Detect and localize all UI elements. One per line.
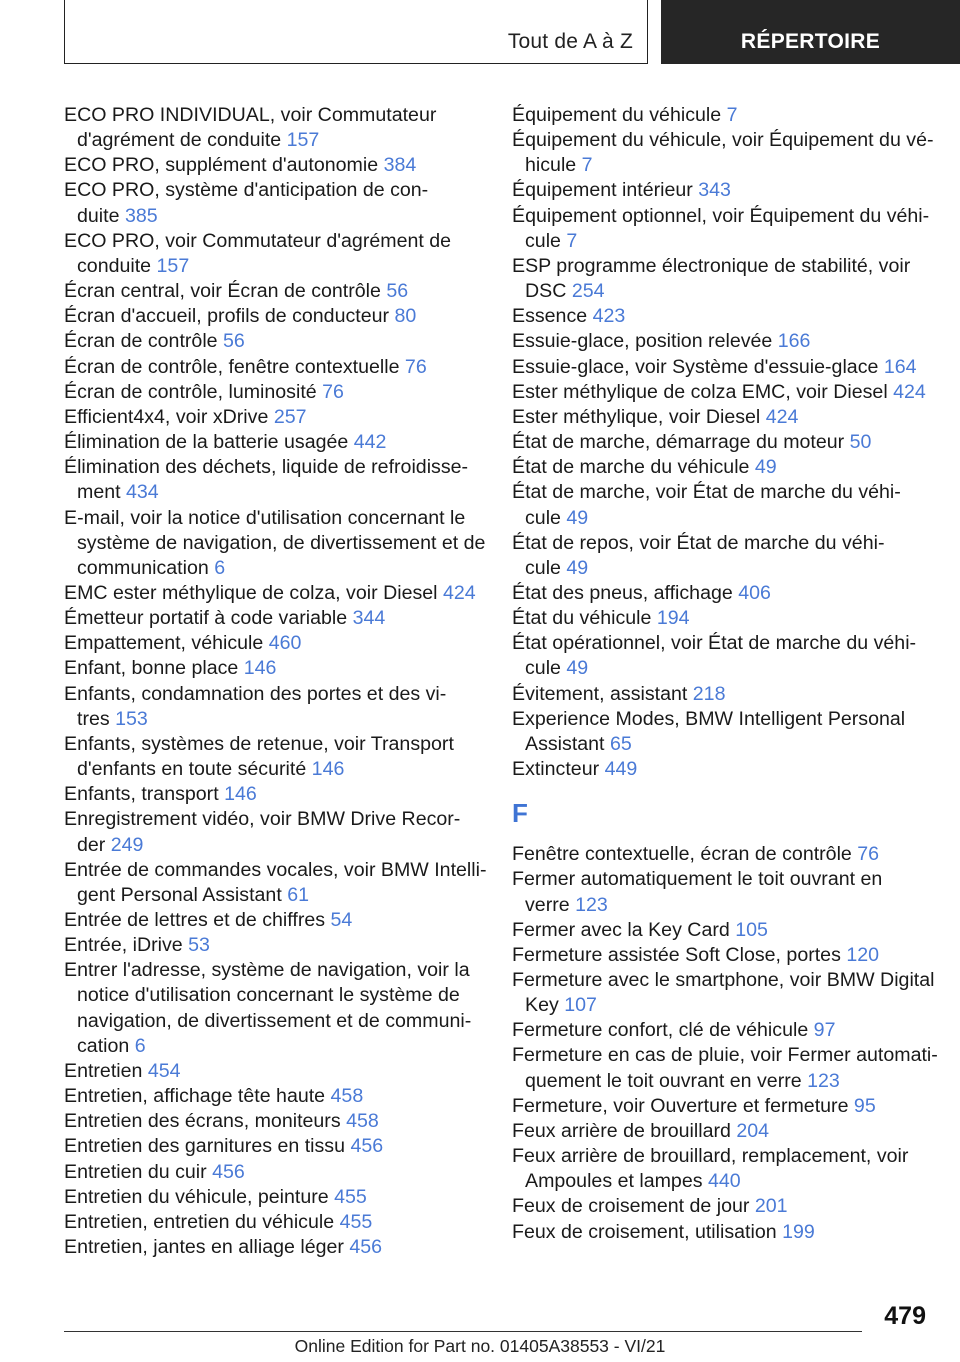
index-entry-text: cule (525, 229, 567, 252)
index-entry (64, 732, 484, 782)
index-entry-text: système de navigation, de divertissement et de (77, 531, 486, 554)
page-reference-link[interactable]: 7 (566, 229, 578, 252)
index-entry (512, 455, 932, 480)
index-entry (64, 606, 484, 631)
page-reference-link[interactable]: 76 (322, 380, 344, 403)
index-entry-text: État opérationnel, voir État de marche du véhi‐ (512, 632, 917, 655)
index-entry-text: Entrer l'adresse, système de navigation, voir la (64, 959, 470, 982)
index-entry (512, 1194, 932, 1219)
index-entry (512, 430, 932, 455)
index-entry-text: Entretien des écrans, moniteurs (64, 1110, 347, 1133)
index-entry-text: Essuie-glace, voir Système d'essuie-glace (512, 355, 884, 378)
index-entry (64, 1084, 484, 1109)
index-entry-text: Entretien du véhicule, peinture (64, 1185, 335, 1208)
index-entry-text: Entretien, affichage tête haute (64, 1085, 331, 1108)
index-entry-text: Écran de contrôle (64, 330, 224, 353)
index-entry (64, 430, 484, 455)
index-entry-text: Empattement, véhicule (64, 632, 269, 655)
page-reference-link[interactable]: 80 (394, 305, 417, 328)
index-entry (512, 204, 932, 254)
index-entry-text: État de marche, voir État de marche du véhi‐ (512, 481, 901, 504)
page-reference-link[interactable]: 146 (243, 657, 277, 680)
index-entry-text: E-mail, voir la notice d'utilisation concernant le (64, 506, 466, 529)
page-reference-link[interactable]: 49 (754, 456, 777, 479)
index-entry (512, 1119, 932, 1144)
header-section-tab[interactable] (64, 0, 648, 64)
index-entry-text: Essuie-glace, position relevée (512, 330, 778, 353)
index-entry-text: Entretien des garnitures en tissu (64, 1135, 351, 1158)
page-reference-link[interactable]: 123 (575, 893, 608, 916)
index-entry (512, 842, 932, 867)
index-entry-text: tres (77, 707, 116, 730)
index-entry-text: Efficient4x4, voir xDrive (64, 405, 274, 428)
index-entry-text: Entretien, jantes en alliage léger (64, 1236, 350, 1259)
index-entry-text: Fenêtre contextuelle, écran de contrôle (512, 843, 858, 866)
index-entry-text: Équipement optionnel, voir Équipement du véhi‐ (512, 204, 930, 227)
page-reference-link[interactable]: 7 (726, 104, 738, 126)
page-reference-link[interactable]: 49 (566, 657, 589, 680)
index-entry (64, 1235, 484, 1260)
index-entry-text: Feux arrière de brouillard, remplacement, voir (512, 1145, 909, 1168)
page-reference-link[interactable]: 204 (736, 1119, 770, 1142)
index-entry-text: ECO PRO, supplément d'autonomie (64, 154, 384, 177)
index-entry-text: État de marche, démarrage du moteur (512, 431, 850, 454)
index-entry (64, 1059, 484, 1084)
index-entry (64, 656, 484, 681)
index-entry (512, 682, 932, 707)
footer-divider (64, 1331, 862, 1332)
index-entry-text: Ester méthylique, voir Diesel (512, 405, 766, 428)
index-entry (512, 380, 932, 405)
page-reference-link[interactable]: 56 (386, 280, 409, 303)
page-reference-link[interactable]: 146 (224, 783, 257, 806)
index-entry (512, 918, 932, 943)
page-reference-link[interactable]: 61 (287, 883, 310, 906)
index-entry (64, 782, 484, 807)
index-entry-text: Fermeture avec le smartphone, voir BMW Digital (512, 969, 935, 991)
page-reference-link[interactable]: 53 (188, 934, 210, 957)
page-reference-link[interactable]: 54 (330, 909, 353, 931)
page-reference-link[interactable]: 423 (592, 305, 626, 328)
page-reference-link[interactable]: 105 (735, 918, 768, 941)
page-reference-link[interactable]: 343 (698, 179, 731, 202)
footer-edition-text: Online Edition for Part no. 01405A38553 - VI/21 (294, 1336, 666, 1356)
index-entry-text: Entretien, entretien du véhicule (64, 1210, 340, 1233)
index-entry (512, 757, 932, 782)
page-reference-link[interactable]: 76 (857, 843, 880, 866)
index-entry (512, 1144, 932, 1194)
page-reference-link[interactable]: 166 (777, 330, 811, 353)
index-entry (64, 304, 484, 329)
index-entry (64, 380, 484, 405)
index-entry (512, 631, 932, 681)
index-column-left (64, 103, 487, 1260)
page-header (0, 0, 960, 66)
index-entry (512, 254, 932, 304)
index-entry (64, 1185, 484, 1210)
index-entry-text: Ester méthylique de colza EMC, voir Diesel (512, 380, 894, 403)
index-entry (64, 355, 484, 380)
index-entry-text: Essence (512, 305, 593, 328)
index-entry-text: Enfants, systèmes de retenue, voir Transport (64, 732, 454, 755)
page-reference-link[interactable]: 107 (564, 994, 597, 1017)
page-reference-link[interactable]: 406 (738, 581, 771, 604)
index-entry (64, 153, 484, 178)
page-reference-link[interactable]: 218 (692, 682, 726, 705)
index-entry-text: Élimination des déchets, liquide de refroidisse‐ (64, 456, 469, 479)
index-entry (64, 1109, 484, 1134)
page-reference-link[interactable]: 257 (273, 405, 307, 428)
page-reference-link[interactable]: 449 (604, 758, 638, 781)
index-entry (64, 178, 484, 228)
index-entry (512, 1018, 932, 1043)
index-entry-text: Fermeture en cas de pluie, voir Fermer automati‐ (512, 1044, 938, 1067)
page-reference-link[interactable]: 455 (339, 1210, 373, 1233)
index-entry (512, 480, 932, 530)
index-entry-text: Entrée de lettres et de chiffres (64, 909, 331, 931)
index-entry (64, 1160, 484, 1185)
page-reference-link[interactable]: 344 (352, 607, 386, 630)
index-entry-text: État de repos, voir État de marche du véhi‐ (512, 531, 885, 554)
index-entry-text: duite (77, 204, 125, 227)
page-reference-link[interactable]: 385 (124, 204, 158, 227)
index-entry-text: verre (525, 893, 576, 916)
index-entry (512, 968, 935, 1018)
index-entry-text: cule (525, 657, 567, 680)
page-reference-link[interactable]: 97 (813, 1019, 836, 1042)
index-entry-text: Key (525, 994, 565, 1017)
page-reference-link[interactable]: 458 (330, 1085, 364, 1108)
index-entry (512, 943, 932, 968)
index-entry-text: Enfant, bonne place (64, 657, 244, 680)
index-entry (64, 933, 484, 958)
index-entry-text: ECO PRO, système d'anticipation de con‐ (64, 179, 429, 202)
index-entry-text: Écran d'accueil, profils de conducteur (64, 305, 395, 328)
page-reference-link[interactable]: 456 (349, 1236, 383, 1259)
header-active-label: RÉPERTOIRE (740, 30, 881, 53)
page-reference-link[interactable]: 455 (334, 1185, 367, 1208)
header-section-label: Tout de A à Z (507, 30, 633, 53)
index-entry-text: Fermeture confort, clé de véhicule (512, 1019, 814, 1042)
page-reference-link[interactable]: 199 (782, 1220, 815, 1243)
page-reference-link[interactable]: 153 (115, 707, 148, 730)
page-number: 479 (884, 1302, 926, 1330)
index-entry-text: Fermer automatiquement le toit ouvrant en (512, 868, 883, 891)
index-entry-text: navigation, de divertissement et de communi‐ (77, 1009, 472, 1032)
page-reference-link[interactable]: 49 (566, 556, 589, 579)
page-reference-link[interactable]: 456 (350, 1135, 384, 1158)
index-entry (64, 1134, 484, 1159)
index-entry-text: Équipement intérieur (512, 179, 699, 202)
index-entry-text: cation (77, 1034, 135, 1057)
page-reference-link[interactable]: 201 (754, 1195, 788, 1218)
page-reference-link[interactable]: 454 (147, 1059, 181, 1082)
section-letter-heading: F (512, 798, 528, 829)
page-reference-link[interactable]: 424 (765, 405, 799, 428)
index-entry-text: communication (77, 556, 215, 579)
page-reference-link[interactable]: 6 (214, 556, 226, 579)
page-reference-link[interactable]: 254 (571, 280, 605, 303)
index-entry-text: Enregistrement vidéo, voir BMW Drive Recor‐ (64, 808, 461, 831)
index-entry (64, 103, 484, 153)
index-entry-text: État de marche du véhicule (512, 456, 755, 479)
page-reference-link[interactable]: 6 (134, 1034, 146, 1057)
index-column-right (512, 103, 938, 1245)
page-reference-link[interactable]: 440 (707, 1170, 741, 1193)
index-entry (64, 908, 484, 933)
index-entry-text: der (77, 833, 111, 856)
index-entry (64, 405, 484, 430)
index-entry-text: cule (525, 556, 567, 579)
index-entry-text: Entrée, iDrive (64, 934, 189, 957)
page-reference-link[interactable]: 249 (110, 833, 144, 856)
index-entry (512, 707, 932, 757)
index-entry-text: Feux arrière de brouillard (512, 1119, 737, 1142)
index-entry (512, 304, 932, 329)
index-entry-text: Entretien du cuir (64, 1160, 213, 1183)
index-entry-text: ECO PRO, voir Commutateur d'agrément de (64, 229, 452, 252)
index-entry-text: ECO PRO INDIVIDUAL, voir Commutateur (64, 104, 437, 126)
index-entry-text: Feux de croisement, utilisation (512, 1220, 783, 1243)
index-entry-text: Évitement, assistant (512, 682, 693, 705)
index-entry (64, 682, 484, 732)
index-entry (64, 329, 484, 354)
page-reference-link[interactable]: 384 (383, 154, 417, 177)
index-entry-text: notice d'utilisation concernant le système de (77, 984, 460, 1007)
index-entry-text: Écran central, voir Écran de contrôle (64, 280, 387, 303)
index-entry-text: Feux de croisement de jour (512, 1195, 755, 1218)
index-entry (512, 329, 932, 354)
page-reference-link[interactable]: 49 (566, 506, 589, 529)
index-entry-text: Élimination de la batterie usagée (64, 431, 354, 454)
index-entry-text: d'enfants en toute sécurité (77, 758, 312, 781)
index-entry (512, 128, 932, 178)
index-entry-text: Entretien (64, 1059, 148, 1082)
index-entry (512, 606, 932, 631)
index-group-e (512, 103, 932, 782)
index-entry-text: cule (525, 506, 567, 529)
index-entry-text: État du véhicule (512, 607, 657, 630)
index-entry (512, 867, 932, 917)
index-entry-text: Enfants, condamnation des portes et des vi‐ (64, 682, 447, 705)
index-entry-text: ESP programme électronique de stabilité, voir (512, 254, 911, 277)
index-entry-text: Émetteur portatif à code variable (64, 607, 353, 630)
index-entry-text: Ampoules et lampes (525, 1170, 708, 1193)
index-entry-text: Écran de contrôle, fenêtre contextuelle (64, 355, 405, 378)
page-reference-link[interactable]: 56 (223, 330, 245, 353)
index-entry-text: Écran de contrôle, luminosité (64, 380, 323, 403)
page-reference-link[interactable]: 146 (311, 758, 345, 781)
index-entry (512, 178, 932, 203)
index-entry-text: Fermer avec la Key Card (512, 918, 736, 941)
index-entry (512, 1220, 932, 1245)
index-entry-text: Équipement du véhicule (512, 104, 727, 126)
index-entry-text: d'agrément de conduite (77, 129, 287, 152)
index-entry (64, 229, 484, 279)
page-reference-link[interactable]: 442 (353, 431, 387, 454)
page-reference-link[interactable]: 424 (893, 380, 926, 403)
index-entry (64, 506, 484, 581)
index-entry-text: Fermeture assistée Soft Close, portes (512, 943, 847, 966)
header-active-tab[interactable] (661, 0, 960, 64)
page-reference-link[interactable]: 194 (656, 607, 690, 630)
index-entry-text: gent Personal Assistant (77, 883, 288, 906)
page-reference-link[interactable]: 50 (849, 431, 872, 454)
index-entry (64, 1210, 484, 1235)
index-entry-text: Enfants, transport (64, 783, 225, 806)
page-reference-link[interactable]: 458 (346, 1110, 379, 1133)
index-entry (64, 581, 484, 606)
page-reference-link[interactable]: 460 (268, 632, 302, 655)
page-reference-link[interactable]: 157 (156, 254, 190, 277)
index-group-f (512, 842, 938, 1245)
page-reference-link[interactable]: 157 (286, 129, 320, 152)
page-reference-link[interactable]: 120 (846, 943, 880, 966)
page-reference-link[interactable]: 123 (807, 1069, 840, 1092)
index-entry (512, 103, 932, 128)
index-entry-text: État des pneus, affichage (512, 581, 739, 604)
index-entry-text: Assistant (525, 732, 610, 755)
page-reference-link[interactable]: 65 (609, 732, 632, 755)
index-entry (512, 531, 932, 581)
index-entry (64, 958, 484, 1059)
index-entry (64, 858, 487, 908)
index-entry-text: DSC (525, 280, 572, 303)
page-reference-link[interactable]: 434 (126, 481, 159, 504)
index-entry (64, 807, 484, 857)
index-entry-text: EMC ester méthylique de colza, voir Diesel (64, 581, 443, 604)
index-entry-text: quement le toit ouvrant en verre (525, 1069, 808, 1092)
index-entry-text: Entrée de commandes vocales, voir BMW Intelli‐ (64, 858, 487, 881)
page-reference-link[interactable]: 164 (883, 355, 917, 378)
page-reference-link[interactable]: 7 (581, 154, 593, 177)
index-entry-text: Fermeture, voir Ouverture et fermeture (512, 1094, 854, 1117)
index-entry (512, 1043, 938, 1093)
index-entry-text: Équipement du véhicule, voir Équipement du vé‐ (512, 129, 934, 152)
index-entry (64, 279, 484, 304)
index-entry (512, 1094, 932, 1119)
index-entry (512, 355, 932, 380)
index-entry-text: Extincteur (512, 758, 605, 781)
index-entry-text: conduite (77, 254, 157, 277)
page-reference-link[interactable]: 456 (212, 1160, 245, 1183)
index-entry (512, 405, 932, 430)
index-entry (512, 581, 932, 606)
page-reference-link[interactable]: 95 (853, 1094, 876, 1117)
index-entry (64, 455, 484, 505)
index-entry (64, 631, 484, 656)
index-entry-text: Experience Modes, BMW Intelligent Personal (512, 707, 906, 730)
index-entry-text: hicule (525, 154, 582, 177)
page-reference-link[interactable]: 424 (442, 581, 476, 604)
page-reference-link[interactable]: 76 (404, 355, 427, 378)
index-entry-text: ment (77, 481, 127, 504)
